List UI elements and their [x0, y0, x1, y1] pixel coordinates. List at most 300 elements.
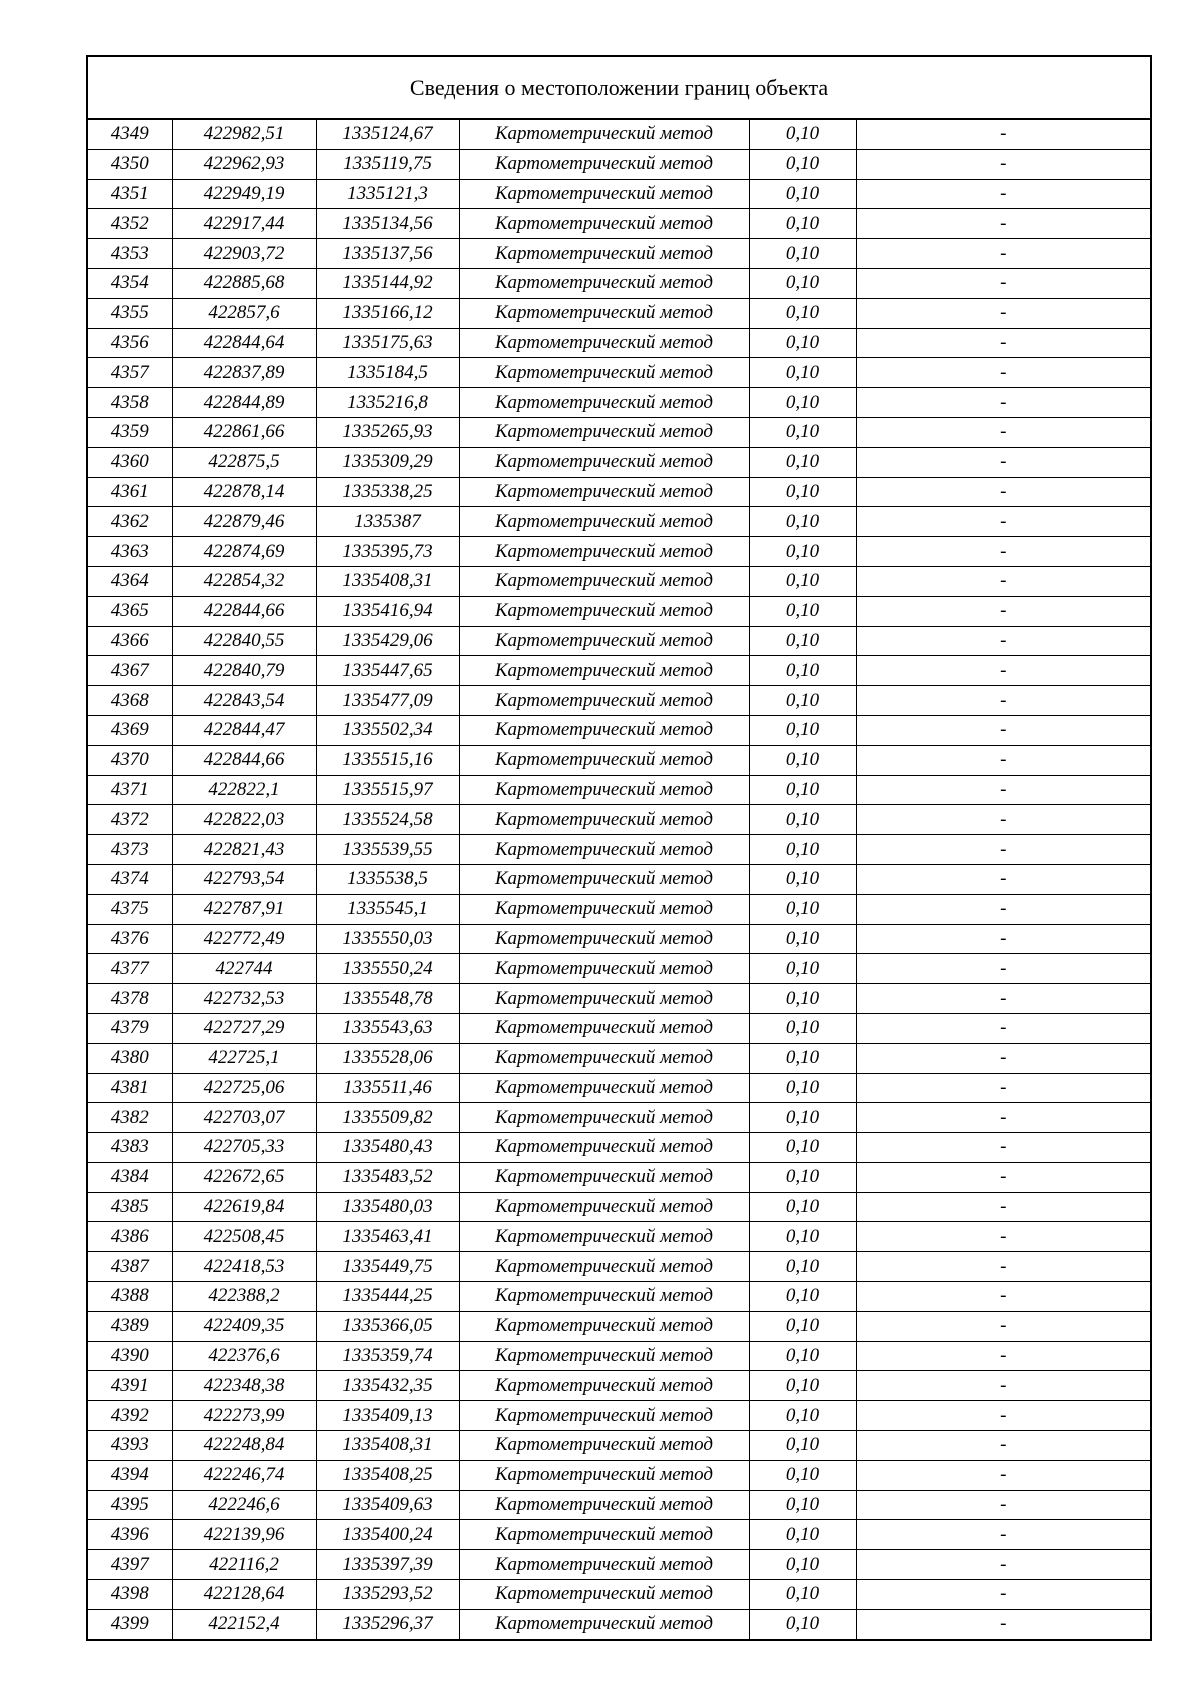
- description-cell: -: [856, 894, 1151, 924]
- x-coordinate-cell: 422844,66: [172, 596, 316, 626]
- accuracy-cell: 0,10: [749, 1013, 856, 1043]
- x-coordinate-cell: 422840,79: [172, 656, 316, 686]
- description-cell: -: [856, 1311, 1151, 1341]
- point-number-cell: 4373: [87, 835, 172, 865]
- point-number-cell: 4370: [87, 745, 172, 775]
- accuracy-cell: 0,10: [749, 686, 856, 716]
- point-number-cell: 4355: [87, 298, 172, 328]
- y-coordinate-cell: 1335409,13: [316, 1401, 459, 1431]
- description-cell: -: [856, 686, 1151, 716]
- table-row: [87, 1311, 1151, 1341]
- accuracy-cell: 0,10: [749, 745, 856, 775]
- method-cell: Картометрический метод: [459, 566, 749, 596]
- description-cell: -: [856, 835, 1151, 865]
- method-cell: Картометрический метод: [459, 894, 749, 924]
- description-cell: -: [856, 209, 1151, 239]
- accuracy-cell: 0,10: [749, 507, 856, 537]
- method-cell: Картометрический метод: [459, 1520, 749, 1550]
- x-coordinate-cell: 422949,19: [172, 179, 316, 209]
- method-cell: Картометрический метод: [459, 1580, 749, 1610]
- y-coordinate-cell: 1335416,94: [316, 596, 459, 626]
- description-cell: -: [856, 298, 1151, 328]
- y-coordinate-cell: 1335119,75: [316, 149, 459, 179]
- y-coordinate-cell: 1335429,06: [316, 626, 459, 656]
- point-number-cell: 4394: [87, 1460, 172, 1490]
- method-cell: Картометрический метод: [459, 388, 749, 418]
- y-coordinate-cell: 1335366,05: [316, 1311, 459, 1341]
- accuracy-cell: 0,10: [749, 864, 856, 894]
- x-coordinate-cell: 422388,2: [172, 1282, 316, 1312]
- accuracy-cell: 0,10: [749, 149, 856, 179]
- x-coordinate-cell: 422705,33: [172, 1133, 316, 1163]
- accuracy-cell: 0,10: [749, 1580, 856, 1610]
- description-cell: -: [856, 447, 1151, 477]
- table-row: [87, 1431, 1151, 1461]
- point-number-cell: 4383: [87, 1133, 172, 1163]
- table-row: [87, 745, 1151, 775]
- table-row: [87, 1341, 1151, 1371]
- table-row: [87, 1162, 1151, 1192]
- table-row: [87, 1043, 1151, 1073]
- y-coordinate-cell: 1335515,16: [316, 745, 459, 775]
- x-coordinate-cell: 422854,32: [172, 566, 316, 596]
- x-coordinate-cell: 422879,46: [172, 507, 316, 537]
- document-page: [86, 55, 1150, 1641]
- x-coordinate-cell: 422861,66: [172, 417, 316, 447]
- description-cell: -: [856, 954, 1151, 984]
- accuracy-cell: 0,10: [749, 1401, 856, 1431]
- y-coordinate-cell: 1335397,39: [316, 1550, 459, 1580]
- accuracy-cell: 0,10: [749, 388, 856, 418]
- point-number-cell: 4378: [87, 984, 172, 1014]
- point-number-cell: 4382: [87, 1103, 172, 1133]
- description-cell: -: [856, 179, 1151, 209]
- accuracy-cell: 0,10: [749, 984, 856, 1014]
- accuracy-cell: 0,10: [749, 1609, 856, 1639]
- method-cell: Картометрический метод: [459, 477, 749, 507]
- description-cell: -: [856, 358, 1151, 388]
- boundary-coordinates-table: [86, 55, 1152, 1641]
- table-row: [87, 566, 1151, 596]
- table-row: [87, 805, 1151, 835]
- table-row: [87, 1013, 1151, 1043]
- point-number-cell: 4396: [87, 1520, 172, 1550]
- y-coordinate-cell: 1335477,09: [316, 686, 459, 716]
- description-cell: -: [856, 1460, 1151, 1490]
- x-coordinate-cell: 422844,47: [172, 715, 316, 745]
- table-row: [87, 1460, 1151, 1490]
- point-number-cell: 4392: [87, 1401, 172, 1431]
- description-cell: -: [856, 1341, 1151, 1371]
- y-coordinate-cell: 1335480,43: [316, 1133, 459, 1163]
- x-coordinate-cell: 422727,29: [172, 1013, 316, 1043]
- method-cell: Картометрический метод: [459, 507, 749, 537]
- accuracy-cell: 0,10: [749, 1252, 856, 1282]
- table-row: [87, 328, 1151, 358]
- x-coordinate-cell: 422787,91: [172, 894, 316, 924]
- y-coordinate-cell: 1335550,24: [316, 954, 459, 984]
- table-title: Сведения о местоположении границ объекта: [87, 56, 1151, 119]
- table-body: [87, 56, 1151, 1640]
- y-coordinate-cell: 1335545,1: [316, 894, 459, 924]
- accuracy-cell: 0,10: [749, 1073, 856, 1103]
- method-cell: Картометрический метод: [459, 775, 749, 805]
- method-cell: Картометрический метод: [459, 328, 749, 358]
- method-cell: Картометрический метод: [459, 686, 749, 716]
- description-cell: -: [856, 656, 1151, 686]
- y-coordinate-cell: 1335359,74: [316, 1341, 459, 1371]
- point-number-cell: 4363: [87, 537, 172, 567]
- method-cell: Картометрический метод: [459, 835, 749, 865]
- method-cell: Картометрический метод: [459, 149, 749, 179]
- x-coordinate-cell: 422508,45: [172, 1222, 316, 1252]
- x-coordinate-cell: 422917,44: [172, 209, 316, 239]
- accuracy-cell: 0,10: [749, 1520, 856, 1550]
- method-cell: Картометрический метод: [459, 924, 749, 954]
- method-cell: Картометрический метод: [459, 1311, 749, 1341]
- y-coordinate-cell: 1335408,31: [316, 566, 459, 596]
- point-number-cell: 4359: [87, 417, 172, 447]
- y-coordinate-cell: 1335338,25: [316, 477, 459, 507]
- description-cell: -: [856, 715, 1151, 745]
- accuracy-cell: 0,10: [749, 1490, 856, 1520]
- method-cell: Картометрический метод: [459, 1133, 749, 1163]
- method-cell: Картометрический метод: [459, 209, 749, 239]
- x-coordinate-cell: 422875,5: [172, 447, 316, 477]
- method-cell: Картометрический метод: [459, 268, 749, 298]
- y-coordinate-cell: 1335447,65: [316, 656, 459, 686]
- y-coordinate-cell: 1335509,82: [316, 1103, 459, 1133]
- description-cell: -: [856, 537, 1151, 567]
- point-number-cell: 4375: [87, 894, 172, 924]
- table-row: [87, 1252, 1151, 1282]
- method-cell: Картометрический метод: [459, 745, 749, 775]
- method-cell: Картометрический метод: [459, 626, 749, 656]
- description-cell: -: [856, 1431, 1151, 1461]
- method-cell: Картометрический метод: [459, 1460, 749, 1490]
- method-cell: Картометрический метод: [459, 596, 749, 626]
- point-number-cell: 4390: [87, 1341, 172, 1371]
- table-row: [87, 894, 1151, 924]
- y-coordinate-cell: 1335538,5: [316, 864, 459, 894]
- y-coordinate-cell: 1335528,06: [316, 1043, 459, 1073]
- point-number-cell: 4377: [87, 954, 172, 984]
- x-coordinate-cell: 422139,96: [172, 1520, 316, 1550]
- table-row: [87, 1192, 1151, 1222]
- accuracy-cell: 0,10: [749, 1043, 856, 1073]
- method-cell: Картометрический метод: [459, 715, 749, 745]
- point-number-cell: 4393: [87, 1431, 172, 1461]
- y-coordinate-cell: 1335137,56: [316, 239, 459, 269]
- y-coordinate-cell: 1335409,63: [316, 1490, 459, 1520]
- method-cell: Картометрический метод: [459, 805, 749, 835]
- table-row: [87, 954, 1151, 984]
- x-coordinate-cell: 422822,03: [172, 805, 316, 835]
- table-row: [87, 1133, 1151, 1163]
- y-coordinate-cell: 1335293,52: [316, 1580, 459, 1610]
- table-row: [87, 537, 1151, 567]
- accuracy-cell: 0,10: [749, 566, 856, 596]
- method-cell: Картометрический метод: [459, 864, 749, 894]
- description-cell: -: [856, 328, 1151, 358]
- y-coordinate-cell: 1335309,29: [316, 447, 459, 477]
- description-cell: -: [856, 1550, 1151, 1580]
- method-cell: Картометрический метод: [459, 239, 749, 269]
- point-number-cell: 4397: [87, 1550, 172, 1580]
- y-coordinate-cell: 1335502,34: [316, 715, 459, 745]
- table-row: [87, 477, 1151, 507]
- table-row: [87, 388, 1151, 418]
- point-number-cell: 4395: [87, 1490, 172, 1520]
- table-row: [87, 149, 1151, 179]
- accuracy-cell: 0,10: [749, 537, 856, 567]
- point-number-cell: 4385: [87, 1192, 172, 1222]
- method-cell: Картометрический метод: [459, 417, 749, 447]
- description-cell: -: [856, 1043, 1151, 1073]
- table-row: [87, 298, 1151, 328]
- y-coordinate-cell: 1335144,92: [316, 268, 459, 298]
- x-coordinate-cell: 422248,84: [172, 1431, 316, 1461]
- x-coordinate-cell: 422703,07: [172, 1103, 316, 1133]
- accuracy-cell: 0,10: [749, 1192, 856, 1222]
- y-coordinate-cell: 1335395,73: [316, 537, 459, 567]
- method-cell: Картометрический метод: [459, 1103, 749, 1133]
- x-coordinate-cell: 422725,06: [172, 1073, 316, 1103]
- point-number-cell: 4354: [87, 268, 172, 298]
- accuracy-cell: 0,10: [749, 626, 856, 656]
- x-coordinate-cell: 422273,99: [172, 1401, 316, 1431]
- x-coordinate-cell: 422672,65: [172, 1162, 316, 1192]
- x-coordinate-cell: 422837,89: [172, 358, 316, 388]
- accuracy-cell: 0,10: [749, 358, 856, 388]
- x-coordinate-cell: 422376,6: [172, 1341, 316, 1371]
- method-cell: Картометрический метод: [459, 954, 749, 984]
- point-number-cell: 4387: [87, 1252, 172, 1282]
- y-coordinate-cell: 1335483,52: [316, 1162, 459, 1192]
- accuracy-cell: 0,10: [749, 1341, 856, 1371]
- method-cell: Картометрический метод: [459, 1609, 749, 1639]
- description-cell: -: [856, 239, 1151, 269]
- x-coordinate-cell: 422418,53: [172, 1252, 316, 1282]
- method-cell: Картометрический метод: [459, 656, 749, 686]
- table-row: [87, 1609, 1151, 1639]
- table-row: [87, 209, 1151, 239]
- table-row: [87, 775, 1151, 805]
- y-coordinate-cell: 1335216,8: [316, 388, 459, 418]
- y-coordinate-cell: 1335524,58: [316, 805, 459, 835]
- accuracy-cell: 0,10: [749, 328, 856, 358]
- x-coordinate-cell: 422821,43: [172, 835, 316, 865]
- method-cell: Картометрический метод: [459, 119, 749, 149]
- point-number-cell: 4389: [87, 1311, 172, 1341]
- y-coordinate-cell: 1335449,75: [316, 1252, 459, 1282]
- accuracy-cell: 0,10: [749, 1460, 856, 1490]
- description-cell: -: [856, 864, 1151, 894]
- description-cell: -: [856, 119, 1151, 149]
- x-coordinate-cell: 422348,38: [172, 1371, 316, 1401]
- description-cell: -: [856, 745, 1151, 775]
- point-number-cell: 4361: [87, 477, 172, 507]
- method-cell: Картометрический метод: [459, 1162, 749, 1192]
- x-coordinate-cell: 422840,55: [172, 626, 316, 656]
- accuracy-cell: 0,10: [749, 477, 856, 507]
- accuracy-cell: 0,10: [749, 1371, 856, 1401]
- point-number-cell: 4349: [87, 119, 172, 149]
- y-coordinate-cell: 1335511,46: [316, 1073, 459, 1103]
- point-number-cell: 4398: [87, 1580, 172, 1610]
- method-cell: Картометрический метод: [459, 447, 749, 477]
- method-cell: Картометрический метод: [459, 537, 749, 567]
- y-coordinate-cell: 1335480,03: [316, 1192, 459, 1222]
- method-cell: Картометрический метод: [459, 984, 749, 1014]
- point-number-cell: 4391: [87, 1371, 172, 1401]
- method-cell: Картометрический метод: [459, 1371, 749, 1401]
- description-cell: -: [856, 1222, 1151, 1252]
- accuracy-cell: 0,10: [749, 1550, 856, 1580]
- table-row: [87, 1073, 1151, 1103]
- table-row: [87, 1520, 1151, 1550]
- y-coordinate-cell: 1335166,12: [316, 298, 459, 328]
- table-title-row: [87, 56, 1151, 119]
- description-cell: -: [856, 596, 1151, 626]
- point-number-cell: 4357: [87, 358, 172, 388]
- table-row: [87, 239, 1151, 269]
- point-number-cell: 4351: [87, 179, 172, 209]
- table-row: [87, 1580, 1151, 1610]
- x-coordinate-cell: 422732,53: [172, 984, 316, 1014]
- table-row: [87, 447, 1151, 477]
- point-number-cell: 4360: [87, 447, 172, 477]
- accuracy-cell: 0,10: [749, 1431, 856, 1461]
- x-coordinate-cell: 422843,54: [172, 686, 316, 716]
- x-coordinate-cell: 422844,66: [172, 745, 316, 775]
- accuracy-cell: 0,10: [749, 775, 856, 805]
- x-coordinate-cell: 422725,1: [172, 1043, 316, 1073]
- description-cell: -: [856, 417, 1151, 447]
- method-cell: Картометрический метод: [459, 179, 749, 209]
- x-coordinate-cell: 422772,49: [172, 924, 316, 954]
- description-cell: -: [856, 984, 1151, 1014]
- y-coordinate-cell: 1335400,24: [316, 1520, 459, 1550]
- accuracy-cell: 0,10: [749, 417, 856, 447]
- table-row: [87, 179, 1151, 209]
- description-cell: -: [856, 1252, 1151, 1282]
- accuracy-cell: 0,10: [749, 715, 856, 745]
- description-cell: -: [856, 805, 1151, 835]
- method-cell: Картометрический метод: [459, 298, 749, 328]
- accuracy-cell: 0,10: [749, 1133, 856, 1163]
- x-coordinate-cell: 422982,51: [172, 119, 316, 149]
- description-cell: -: [856, 566, 1151, 596]
- y-coordinate-cell: 1335408,31: [316, 1431, 459, 1461]
- point-number-cell: 4366: [87, 626, 172, 656]
- x-coordinate-cell: 422885,68: [172, 268, 316, 298]
- accuracy-cell: 0,10: [749, 954, 856, 984]
- point-number-cell: 4353: [87, 239, 172, 269]
- description-cell: -: [856, 1282, 1151, 1312]
- description-cell: -: [856, 507, 1151, 537]
- point-number-cell: 4374: [87, 864, 172, 894]
- x-coordinate-cell: 422844,64: [172, 328, 316, 358]
- table-row: [87, 1222, 1151, 1252]
- table-row: [87, 984, 1151, 1014]
- table-row: [87, 1282, 1151, 1312]
- point-number-cell: 4365: [87, 596, 172, 626]
- point-number-cell: 4386: [87, 1222, 172, 1252]
- y-coordinate-cell: 1335134,56: [316, 209, 459, 239]
- x-coordinate-cell: 422844,89: [172, 388, 316, 418]
- point-number-cell: 4367: [87, 656, 172, 686]
- point-number-cell: 4384: [87, 1162, 172, 1192]
- method-cell: Картометрический метод: [459, 1431, 749, 1461]
- method-cell: Картометрический метод: [459, 1073, 749, 1103]
- y-coordinate-cell: 1335432,35: [316, 1371, 459, 1401]
- accuracy-cell: 0,10: [749, 1162, 856, 1192]
- accuracy-cell: 0,10: [749, 894, 856, 924]
- y-coordinate-cell: 1335548,78: [316, 984, 459, 1014]
- table-row: [87, 715, 1151, 745]
- point-number-cell: 4369: [87, 715, 172, 745]
- y-coordinate-cell: 1335515,97: [316, 775, 459, 805]
- x-coordinate-cell: 422793,54: [172, 864, 316, 894]
- accuracy-cell: 0,10: [749, 835, 856, 865]
- method-cell: Картометрический метод: [459, 1043, 749, 1073]
- table-row: [87, 507, 1151, 537]
- method-cell: Картометрический метод: [459, 1013, 749, 1043]
- x-coordinate-cell: 422116,2: [172, 1550, 316, 1580]
- point-number-cell: 4399: [87, 1609, 172, 1639]
- table-row: [87, 1550, 1151, 1580]
- y-coordinate-cell: 1335184,5: [316, 358, 459, 388]
- point-number-cell: 4364: [87, 566, 172, 596]
- method-cell: Картометрический метод: [459, 1282, 749, 1312]
- accuracy-cell: 0,10: [749, 1311, 856, 1341]
- y-coordinate-cell: 1335296,37: [316, 1609, 459, 1639]
- table-row: [87, 1103, 1151, 1133]
- y-coordinate-cell: 1335444,25: [316, 1282, 459, 1312]
- table-row: [87, 924, 1151, 954]
- accuracy-cell: 0,10: [749, 239, 856, 269]
- x-coordinate-cell: 422152,4: [172, 1609, 316, 1639]
- x-coordinate-cell: 422128,64: [172, 1580, 316, 1610]
- table-row: [87, 119, 1151, 149]
- method-cell: Картометрический метод: [459, 1401, 749, 1431]
- description-cell: -: [856, 1013, 1151, 1043]
- x-coordinate-cell: 422962,93: [172, 149, 316, 179]
- x-coordinate-cell: 422903,72: [172, 239, 316, 269]
- y-coordinate-cell: 1335463,41: [316, 1222, 459, 1252]
- x-coordinate-cell: 422874,69: [172, 537, 316, 567]
- point-number-cell: 4368: [87, 686, 172, 716]
- description-cell: -: [856, 1609, 1151, 1639]
- accuracy-cell: 0,10: [749, 447, 856, 477]
- description-cell: -: [856, 1192, 1151, 1222]
- x-coordinate-cell: 422857,6: [172, 298, 316, 328]
- accuracy-cell: 0,10: [749, 924, 856, 954]
- x-coordinate-cell: 422822,1: [172, 775, 316, 805]
- accuracy-cell: 0,10: [749, 298, 856, 328]
- table-row: [87, 835, 1151, 865]
- table-row: [87, 686, 1151, 716]
- description-cell: -: [856, 149, 1151, 179]
- point-number-cell: 4362: [87, 507, 172, 537]
- accuracy-cell: 0,10: [749, 596, 856, 626]
- accuracy-cell: 0,10: [749, 268, 856, 298]
- method-cell: Картометрический метод: [459, 358, 749, 388]
- accuracy-cell: 0,10: [749, 119, 856, 149]
- y-coordinate-cell: 1335124,67: [316, 119, 459, 149]
- table-row: [87, 358, 1151, 388]
